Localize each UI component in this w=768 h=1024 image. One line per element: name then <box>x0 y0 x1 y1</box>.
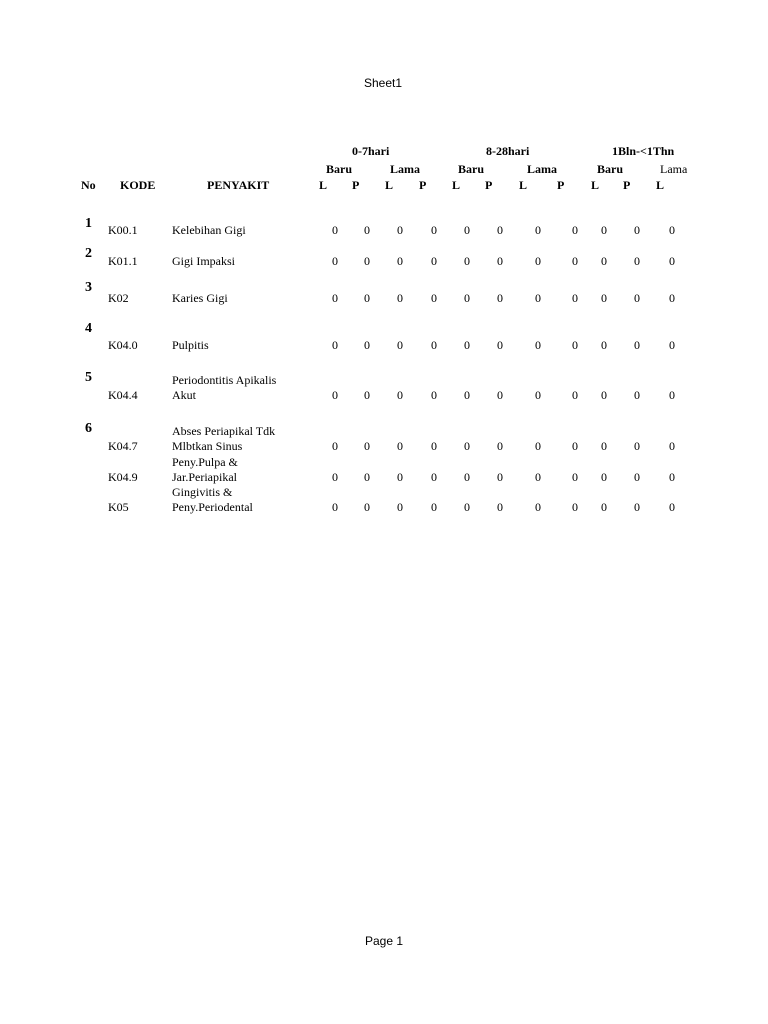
value-cell: 0 <box>332 254 338 268</box>
penyakit-cell: Gigi Impaksi <box>172 254 235 268</box>
value-cell: 0 <box>332 388 338 402</box>
sex-header: L <box>319 178 328 192</box>
value-cell: 0 <box>572 470 578 484</box>
kode-cell: K05 <box>108 500 129 514</box>
value-cell: 0 <box>535 338 541 352</box>
value-cell: 0 <box>332 439 338 453</box>
value-cell: 0 <box>464 291 470 305</box>
value-cell: 0 <box>669 223 675 237</box>
value-cell: 0 <box>572 500 578 514</box>
row-number: 3 <box>85 280 92 295</box>
kode-cell: K04.9 <box>108 470 138 484</box>
value-cell: 0 <box>572 291 578 305</box>
subgroup-header-lama: Lama <box>390 162 420 176</box>
value-cell: 0 <box>464 470 470 484</box>
kode-cell: K04.7 <box>108 439 138 453</box>
value-cell: 0 <box>669 254 675 268</box>
value-cell: 0 <box>634 291 640 305</box>
value-cell: 0 <box>431 470 437 484</box>
penyakit-cell: Gingivitis & <box>172 485 233 499</box>
value-cell: 0 <box>431 291 437 305</box>
value-cell: 0 <box>634 338 640 352</box>
value-cell: 0 <box>669 388 675 402</box>
value-cell: 0 <box>464 223 470 237</box>
group-header-0-7hari: 0-7hari <box>352 144 390 158</box>
value-cell: 0 <box>634 254 640 268</box>
value-cell: 0 <box>397 500 403 514</box>
value-cell: 0 <box>535 500 541 514</box>
value-cell: 0 <box>464 500 470 514</box>
value-cell: 0 <box>497 470 503 484</box>
value-cell: 0 <box>572 338 578 352</box>
value-cell: 0 <box>669 470 675 484</box>
value-cell: 0 <box>601 470 607 484</box>
sex-header: L <box>656 178 665 192</box>
value-cell: 0 <box>601 291 607 305</box>
value-cell: 0 <box>497 388 503 402</box>
value-cell: 0 <box>364 500 370 514</box>
sex-header: L <box>519 178 528 192</box>
value-cell: 0 <box>601 338 607 352</box>
value-cell: 0 <box>397 254 403 268</box>
row-number: 5 <box>85 370 92 385</box>
value-cell: 0 <box>497 223 503 237</box>
kode-cell: K01.1 <box>108 254 138 268</box>
penyakit-cell: Pulpitis <box>172 338 209 352</box>
value-cell: 0 <box>634 388 640 402</box>
penyakit-cell: Peny.Pulpa & <box>172 455 238 469</box>
value-cell: 0 <box>364 388 370 402</box>
value-cell: 0 <box>364 439 370 453</box>
kode-cell: K04.0 <box>108 338 138 352</box>
subgroup-header-lama: Lama <box>527 162 557 176</box>
column-header-kode: KODE <box>120 178 156 192</box>
value-cell: 0 <box>364 338 370 352</box>
value-cell: 0 <box>601 254 607 268</box>
penyakit-cell: Kelebihan Gigi <box>172 223 246 237</box>
value-cell: 0 <box>497 439 503 453</box>
sex-header: P <box>485 178 493 192</box>
value-cell: 0 <box>431 388 437 402</box>
value-cell: 0 <box>431 500 437 514</box>
value-cell: 0 <box>332 338 338 352</box>
value-cell: 0 <box>332 223 338 237</box>
value-cell: 0 <box>497 338 503 352</box>
value-cell: 0 <box>572 254 578 268</box>
subgroup-header-baru: Baru <box>597 162 624 176</box>
value-cell: 0 <box>572 388 578 402</box>
row-number: 4 <box>85 321 92 336</box>
penyakit-cell: Akut <box>172 388 196 402</box>
row-number: 2 <box>85 246 92 261</box>
value-cell: 0 <box>431 254 437 268</box>
sex-header: L <box>452 178 461 192</box>
value-cell: 0 <box>669 291 675 305</box>
value-cell: 0 <box>497 291 503 305</box>
value-cell: 0 <box>669 500 675 514</box>
row-number: 1 <box>85 216 92 231</box>
value-cell: 0 <box>497 254 503 268</box>
row-number: 6 <box>85 421 92 436</box>
penyakit-cell: Mlbtkan Sinus <box>172 439 243 453</box>
value-cell: 0 <box>601 388 607 402</box>
value-cell: 0 <box>431 223 437 237</box>
value-cell: 0 <box>535 291 541 305</box>
penyakit-cell: Karies Gigi <box>172 291 228 305</box>
value-cell: 0 <box>464 439 470 453</box>
value-cell: 0 <box>669 338 675 352</box>
page-footer: Page 1 <box>365 934 404 948</box>
sex-header: L <box>591 178 600 192</box>
value-cell: 0 <box>364 254 370 268</box>
value-cell: 0 <box>397 338 403 352</box>
value-cell: 0 <box>332 291 338 305</box>
sex-header: P <box>557 178 565 192</box>
value-cell: 0 <box>364 223 370 237</box>
value-cell: 0 <box>535 439 541 453</box>
value-cell: 0 <box>535 470 541 484</box>
subgroup-header-baru: Baru <box>458 162 485 176</box>
group-header-8-28hari: 8-28hari <box>486 144 530 158</box>
sex-header: L <box>385 178 394 192</box>
value-cell: 0 <box>669 439 675 453</box>
value-cell: 0 <box>364 470 370 484</box>
value-cell: 0 <box>601 439 607 453</box>
penyakit-cell: Peny.Periodental <box>172 500 253 514</box>
value-cell: 0 <box>397 388 403 402</box>
sex-header: P <box>352 178 360 192</box>
value-cell: 0 <box>464 338 470 352</box>
value-cell: 0 <box>572 223 578 237</box>
value-cell: 0 <box>634 470 640 484</box>
value-cell: 0 <box>464 388 470 402</box>
value-cell: 0 <box>601 223 607 237</box>
column-header-no: No <box>81 178 96 192</box>
subgroup-header-baru: Baru <box>326 162 353 176</box>
value-cell: 0 <box>431 338 437 352</box>
value-cell: 0 <box>572 439 578 453</box>
value-cell: 0 <box>464 254 470 268</box>
kode-cell: K04.4 <box>108 388 138 402</box>
sex-header: P <box>623 178 631 192</box>
value-cell: 0 <box>497 500 503 514</box>
kode-cell: K00.1 <box>108 223 138 237</box>
value-cell: 0 <box>601 500 607 514</box>
value-cell: 0 <box>535 254 541 268</box>
penyakit-cell: Periodontitis Apikalis <box>172 373 277 387</box>
penyakit-cell: Jar.Periapikal <box>172 470 237 484</box>
column-header-penyakit: PENYAKIT <box>207 178 270 192</box>
subgroup-header-lama: Lama <box>660 162 688 176</box>
group-header-1bln-1thn: 1Bln-<1Thn <box>612 144 675 158</box>
value-cell: 0 <box>397 223 403 237</box>
sheet-title: Sheet1 <box>364 76 403 90</box>
value-cell: 0 <box>535 388 541 402</box>
penyakit-cell: Abses Periapikal Tdk <box>172 424 276 438</box>
value-cell: 0 <box>397 470 403 484</box>
value-cell: 0 <box>535 223 541 237</box>
kode-cell: K02 <box>108 291 129 305</box>
value-cell: 0 <box>431 439 437 453</box>
value-cell: 0 <box>634 439 640 453</box>
value-cell: 0 <box>634 500 640 514</box>
value-cell: 0 <box>332 500 338 514</box>
value-cell: 0 <box>634 223 640 237</box>
value-cell: 0 <box>332 470 338 484</box>
sex-header: P <box>419 178 427 192</box>
value-cell: 0 <box>397 291 403 305</box>
value-cell: 0 <box>364 291 370 305</box>
value-cell: 0 <box>397 439 403 453</box>
